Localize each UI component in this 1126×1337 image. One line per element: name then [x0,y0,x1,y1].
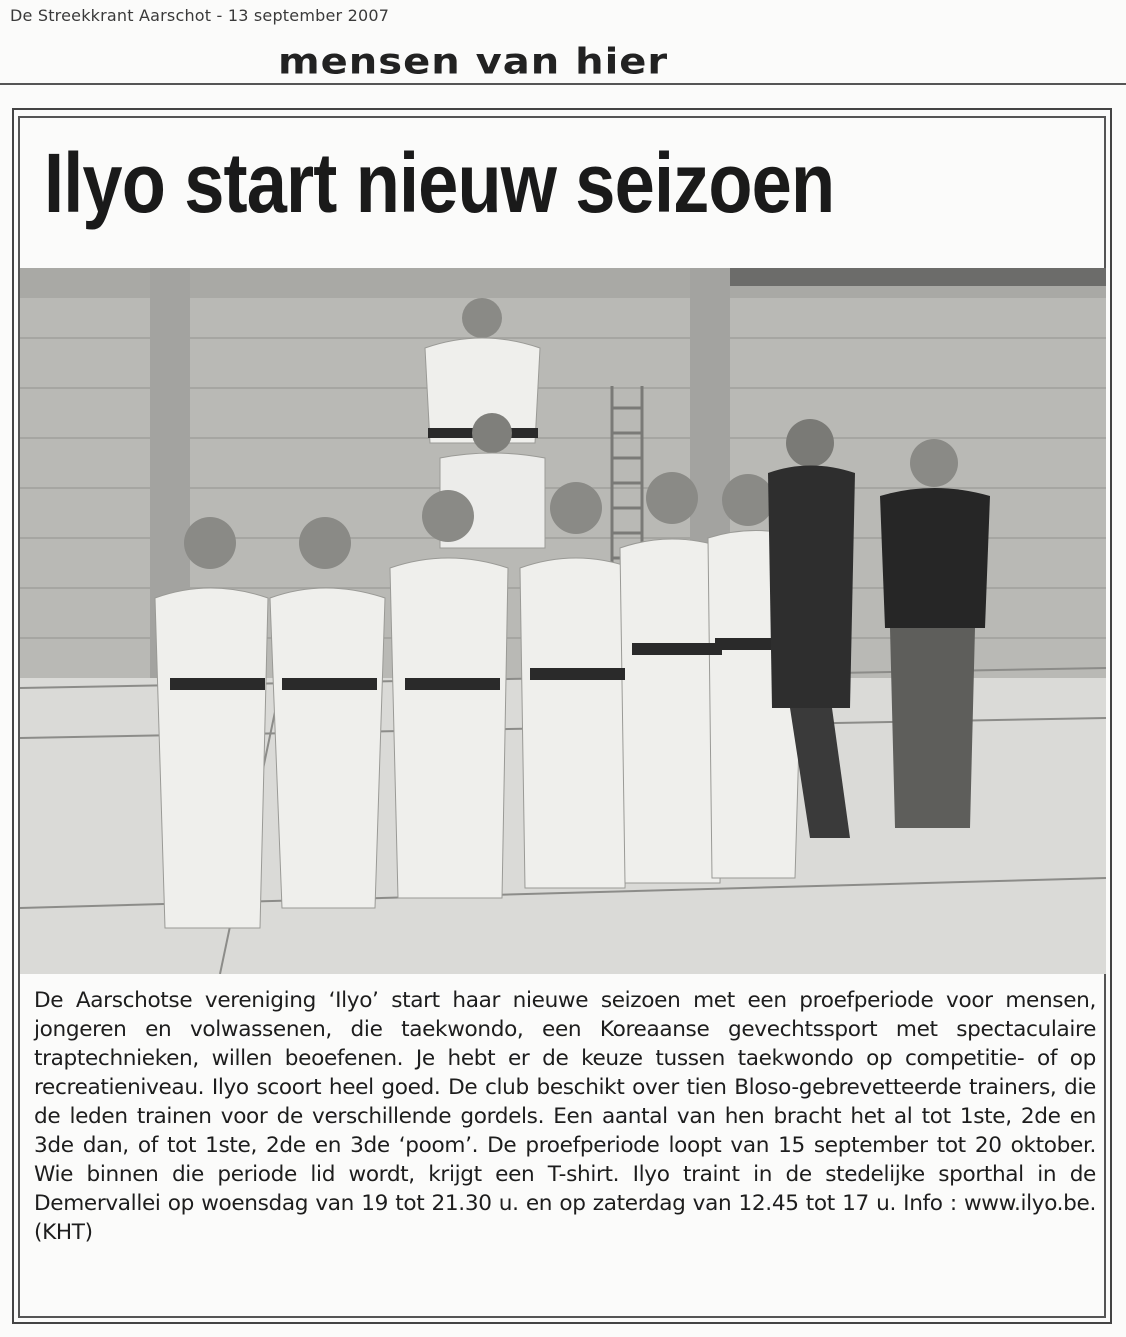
article-photo [20,268,1106,974]
masthead: De Streekkrant Aarschot - 13 september 2007 [10,6,390,25]
article-headline: Ilyo start nieuw seizoen [44,136,835,230]
header-rule [0,83,1126,85]
photo-illustration [20,268,1106,974]
article-body: De Aarschotse vereniging ‘Ilyo’ start haar nieuwe seizoen met een proefperiode voor mensen, jongeren en volwassenen, die taekwondo, een Koreaanse gevechtssport met spectaculaire traptechnieken, willen beoefenen. Je hebt er de keuze tussen taekwondo op competitie- of op recreatieniveau. Ilyo scoort heel goed. De club beschikt over tien Bloso-gebrevetteerde trainers, die de leden trainen voor de verschillende gordels. Een aantal van hen bracht het al tot 1ste, 2de en 3de dan, of tot 1ste, 2de en 3de ‘poom’. De proefperiode loopt van 15 september tot 20 oktober. Wie binnen die periode lid wordt, krijgt een T-shirt. Ilyo traint in de stedelijke sporthal in de Demervallei op woensdag van 19 tot 21.30 u. en op zaterdag van 12.45 tot 17 u. Info : www.ilyo.be. (KHT) [34,988,1096,1245]
section-title: mensen van hier [278,41,669,83]
